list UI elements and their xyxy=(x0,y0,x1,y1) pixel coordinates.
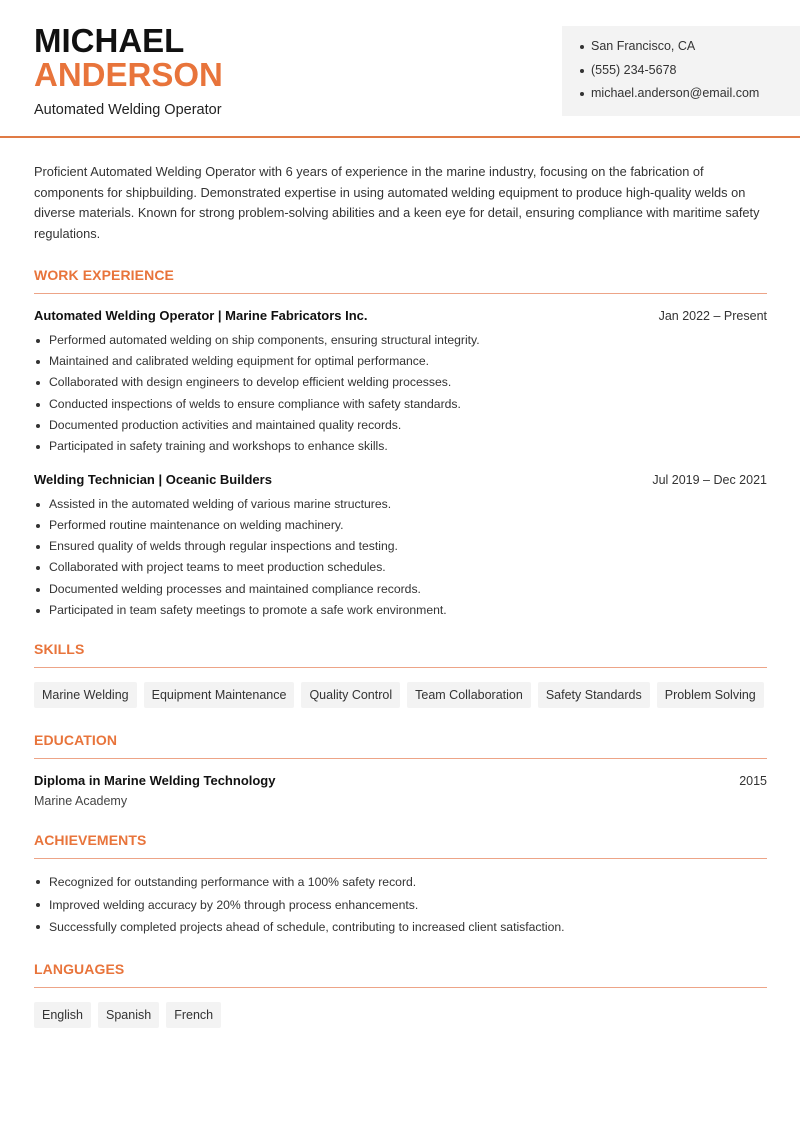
list-item: Documented welding processes and maintained compliance records. xyxy=(34,579,767,600)
skill-chip: Marine Welding xyxy=(34,682,137,708)
skills-section xyxy=(34,641,767,708)
achievements-section xyxy=(34,832,767,939)
name-block xyxy=(34,24,223,118)
list-item: Improved welding accuracy by 20% through process enhancements. xyxy=(34,894,767,917)
skill-chip: Team Collaboration xyxy=(407,682,531,708)
bullet-icon xyxy=(36,925,40,929)
language-chip: English xyxy=(34,1002,91,1028)
list-item: Collaborated with project teams to meet production schedules. xyxy=(34,557,767,578)
list-item: Performed automated welding on ship components, ensuring structural integrity. xyxy=(34,330,767,351)
contact-email: michael.anderson@email.com xyxy=(580,85,800,109)
skill-chip: Equipment Maintenance xyxy=(144,682,295,708)
bullet-icon xyxy=(36,445,40,449)
work-experience-section xyxy=(34,267,767,622)
languages-chips xyxy=(34,1002,767,1028)
education-school: Marine Academy xyxy=(34,794,128,809)
education-degree: Diploma in Marine Welding Technology xyxy=(34,773,276,789)
section-title-work: WORK EXPERIENCE xyxy=(34,267,767,294)
bullet-icon xyxy=(36,609,40,613)
list-item: Collaborated with design engineers to develop efficient welding processes. xyxy=(34,372,767,393)
job-dates: Jul 2019 – Dec 2021 xyxy=(652,472,767,487)
summary: Proficient Automated Welding Operator with 6 years of experience in the marine industry, focusing on the fabrication of components for shipbuilding. Demonstrated expertise in using automated welding equipment to produce high-quality welds on diverse materials. Known for strong problem-solving abilities and a keen eye for detail, ensuring compliance with maritime safety regulations. xyxy=(34,164,760,242)
job-bullets xyxy=(34,494,767,622)
list-item: Performed routine maintenance on welding machinery. xyxy=(34,515,767,536)
job-title-line: Welding Technician | Oceanic Builders xyxy=(34,471,272,487)
education-section xyxy=(34,732,767,808)
list-item: Successfully completed projects ahead of schedule, contributing to increased client satisfaction. xyxy=(34,916,767,939)
list-item: Maintained and calibrated welding equipment for optimal performance. xyxy=(34,351,767,372)
bullet-icon xyxy=(36,381,40,385)
bullet-icon xyxy=(36,524,40,528)
list-item: Ensured quality of welds through regular inspections and testing. xyxy=(34,536,767,557)
achievements-list xyxy=(34,871,767,939)
list-item: Participated in safety training and workshops to enhance skills. xyxy=(34,436,767,457)
last-name: ANDERSON xyxy=(34,56,223,93)
list-item: Conducted inspections of welds to ensure compliance with safety standards. xyxy=(34,394,767,415)
job-entry xyxy=(34,308,767,458)
skill-chip: Problem Solving xyxy=(657,682,764,708)
bullet-icon xyxy=(36,545,40,549)
bullet-icon xyxy=(36,339,40,343)
list-item: Participated in team safety meetings to promote a safe work environment. xyxy=(34,600,767,621)
section-title-achievements: ACHIEVEMENTS xyxy=(34,832,767,859)
language-chip: French xyxy=(166,1002,221,1028)
bullet-icon xyxy=(36,424,40,428)
list-item: Assisted in the automated welding of various marine structures. xyxy=(34,494,767,515)
contact-location: San Francisco, CA xyxy=(580,38,800,62)
bullet-icon xyxy=(36,360,40,364)
job-bullets xyxy=(34,330,767,458)
section-title-languages: LANGUAGES xyxy=(34,961,767,988)
bullet-icon xyxy=(36,566,40,570)
section-title-skills: SKILLS xyxy=(34,641,767,668)
first-name: MICHAEL xyxy=(34,22,185,59)
section-title-education: EDUCATION xyxy=(34,732,767,759)
bullet-icon xyxy=(36,903,40,907)
skill-chip: Quality Control xyxy=(301,682,400,708)
contact-box xyxy=(562,26,800,116)
job-title: Automated Welding Operator xyxy=(34,102,222,118)
contact-phone: (555) 234-5678 xyxy=(580,62,800,86)
resume-header xyxy=(0,0,800,138)
list-item: Recognized for outstanding performance with a 100% safety record. xyxy=(34,871,767,894)
bullet-icon xyxy=(36,588,40,592)
resume-body xyxy=(34,162,767,1028)
job-title-line: Automated Welding Operator | Marine Fabricators Inc. xyxy=(34,307,368,323)
bullet-icon xyxy=(580,92,584,96)
bullet-icon xyxy=(580,69,584,73)
bullet-icon xyxy=(36,503,40,507)
job-dates: Jan 2022 – Present xyxy=(658,308,767,323)
skill-chip: Safety Standards xyxy=(538,682,650,708)
bullet-icon xyxy=(580,45,584,49)
bullet-icon xyxy=(36,403,40,407)
language-chip: Spanish xyxy=(98,1002,159,1028)
list-item: Documented production activities and maintained quality records. xyxy=(34,415,767,436)
bullet-icon xyxy=(36,880,40,884)
job-entry xyxy=(34,472,767,622)
skills-chips xyxy=(34,682,767,708)
languages-section xyxy=(34,961,767,1028)
education-year: 2015 xyxy=(739,774,767,789)
